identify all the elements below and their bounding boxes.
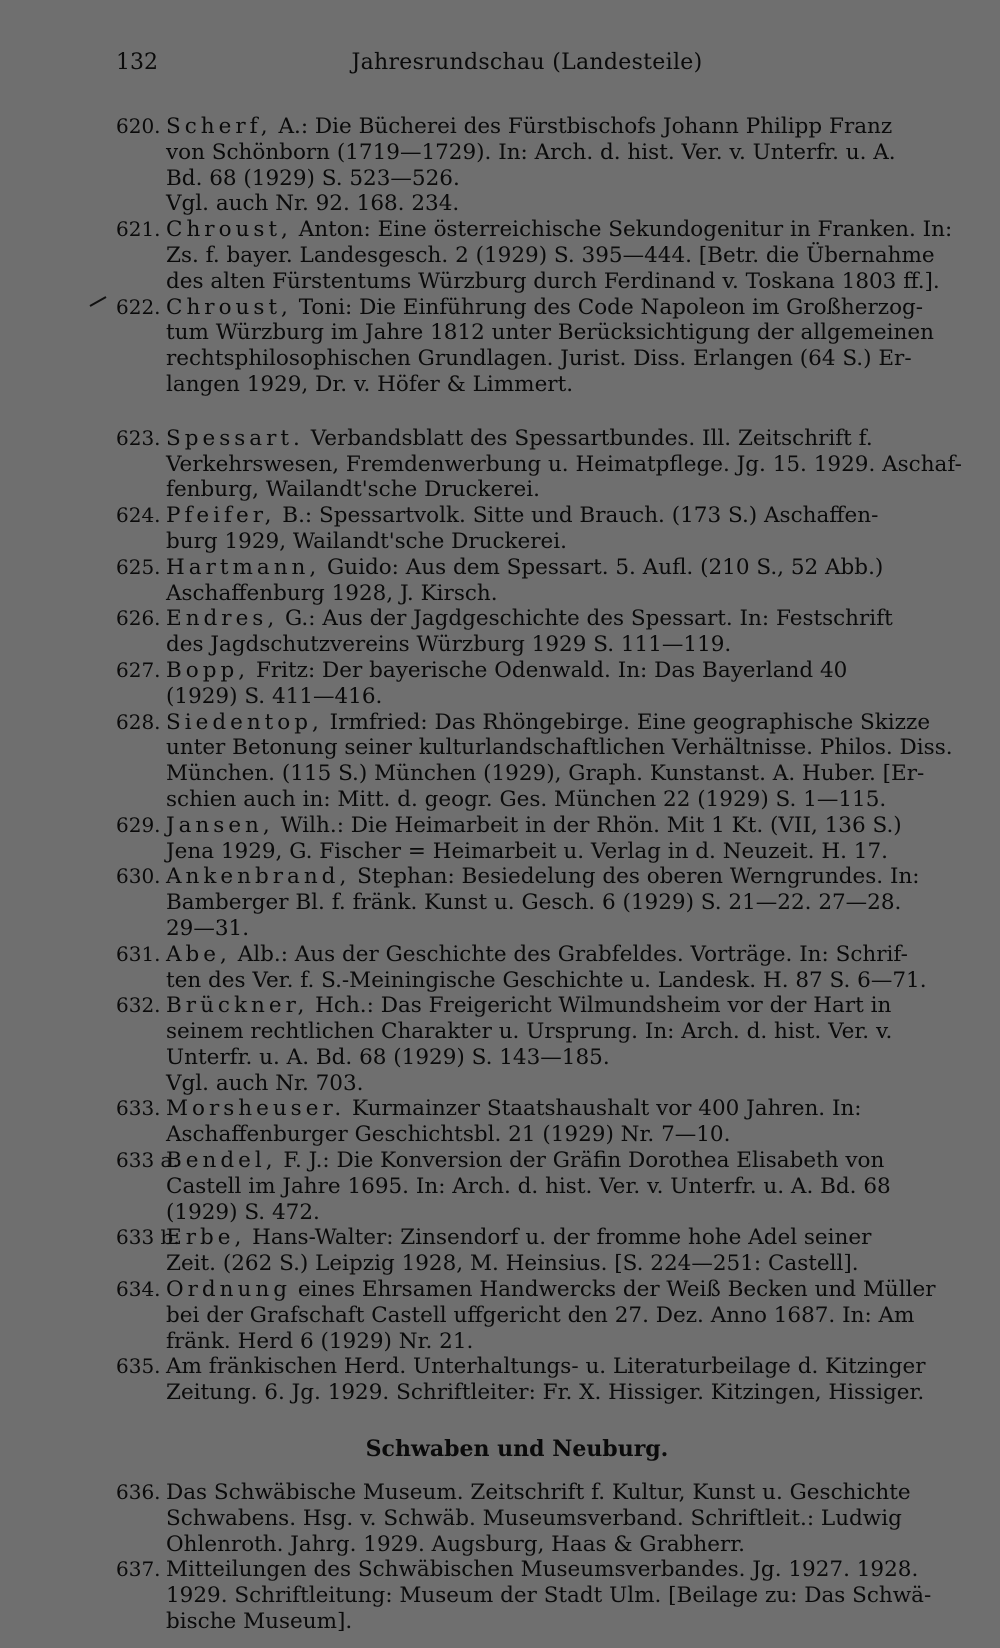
entry-body: A.: Die Bücherei des Fürstbischofs Johann Philipp Franz von Schönborn (1719—1729). In: Arch. d. hist. Ver. v. Unterfr. u. A. Bd. 68 (1929) S. 523—526. Vgl. auch Nr. 92. 168. 234.	[166, 114, 896, 217]
section-title: Schwaben und Neuburg.	[365, 1436, 669, 1463]
entry-author: Ordnung	[166, 1277, 291, 1303]
entry-body: Kurmainzer Staatshaushalt vor 400 Jahren. In: Aschaffenburger Geschichtsbl. 21 (1929) Nr. 7—10.	[166, 1096, 862, 1148]
entry-body: Das Schwäbische Museum. Zeitschrift f. Kultur, Kunst u. Geschichte Schwabens. Hsg. v. Schwäb. Museumsverband. Schriftleit.: Ludwig Ohlenroth. Jahrg. 1929. Augsburg, Haas & Grabherr.	[166, 1480, 911, 1557]
bibliography-entry	[116, 217, 978, 294]
entry-number: 620.	[116, 114, 161, 138]
bibliography-entry	[116, 942, 978, 994]
entry-number: 624.	[116, 503, 161, 528]
entry-number: 625.	[116, 554, 161, 579]
entry-body: Verbandsblatt des Spessartbundes. Ill. Zeitschrift f. Verkehrswesen, Fremdenwerbung u. Heimatpflege. Jg. 15. 1929. Aschaf- fenburg, Wailandt'sche Druckerei.	[166, 425, 962, 503]
entry-number: 633 a.	[116, 1148, 179, 1173]
entry-text	[166, 864, 978, 941]
entry-author: Endres,	[166, 606, 279, 632]
entry-text	[166, 1225, 978, 1277]
entry-body: Guido: Aus dem Spessart. 5. Aufl. (210 S., 52 Abb.) Aschaffenburg 1928, J. Kirsch.	[166, 554, 884, 606]
bibliography-entry	[116, 295, 978, 398]
entries-group-c	[116, 1480, 978, 1635]
entry-text	[166, 1096, 978, 1148]
entry-number: 621.	[116, 217, 161, 242]
entry-text	[166, 1557, 978, 1634]
entries-group-b	[116, 426, 978, 1406]
entry-body: Mitteilungen des Schwäbischen Museumsverbandes. Jg. 1927. 1928. 1929. Schriftleitung: Museum der Stadt Ulm. [Beilage zu: Das Schwä- bische Museum].	[166, 1557, 932, 1635]
entry-text	[166, 813, 978, 865]
bibliography-entry	[116, 1557, 978, 1634]
entry-number: 631.	[116, 941, 161, 966]
entry-author: Spessart.	[166, 425, 304, 451]
entry-text	[166, 1148, 978, 1225]
entry-text	[166, 993, 978, 1096]
bibliography-entry	[116, 710, 978, 813]
running-title: Jahresrundschau (Landesteile)	[351, 50, 703, 75]
entry-number: 626.	[116, 606, 161, 631]
entry-text	[166, 1277, 978, 1354]
entry-author: Bendel,	[166, 1148, 277, 1174]
entry-author: Hartmann,	[166, 554, 321, 580]
page-number: 132	[116, 50, 158, 75]
entry-number: 633.	[116, 1096, 161, 1121]
entry-number: 623.	[116, 425, 161, 450]
entry-number: 633 b.	[116, 1225, 180, 1250]
margin-mark	[88, 294, 110, 308]
bibliography-entry	[116, 503, 978, 555]
entry-body: Fritz: Der bayerische Odenwald. In: Das Bayerland 40 (1929) S. 411—416.	[166, 657, 848, 709]
entry-author: Erbe,	[166, 1225, 246, 1251]
entry-number: 634.	[116, 1277, 161, 1302]
bibliography-entry	[116, 658, 978, 710]
bibliography-entry	[116, 1096, 978, 1148]
entry-text	[166, 503, 978, 555]
page-header	[116, 50, 978, 88]
entry-author: Bopp,	[166, 657, 250, 683]
entry-number: 632.	[116, 993, 161, 1018]
entry-body: Am fränkischen Herd. Unterhaltungs- u. Literaturbeilage d. Kitzinger Zeitung. 6. Jg. 1929. Schriftleiter: Fr. X. Hissiger. Kitzingen, Hissiger.	[166, 1354, 926, 1406]
entry-body: Irmfried: Das Rhöngebirge. Eine geographische Skizze unter Betonung seiner kulturlandschaftlichen Verhältnisse. Philos. Diss. München. (115 S.) München (1929), Graph. Kunstanst. A. Huber. [Er- schien auch in: Mitt. d. geogr. Ges. München 22 (1929) S. 1—115.	[166, 709, 953, 812]
entry-text	[166, 555, 978, 607]
entry-author: Chroust,	[166, 294, 292, 320]
entry-number: 628.	[116, 709, 161, 734]
entry-number: 622.	[116, 294, 161, 319]
entry-text	[166, 942, 978, 994]
bibliography-entry	[116, 426, 978, 503]
entry-text	[166, 295, 978, 398]
entry-number: 630.	[116, 864, 161, 889]
entry-number: 637.	[116, 1557, 161, 1582]
entry-author: Siedentop,	[166, 709, 323, 735]
bibliography-entry	[116, 1225, 978, 1277]
entry-number: 635.	[116, 1354, 161, 1379]
entry-author: Abe,	[166, 941, 231, 967]
entry-body: B.: Spessartvolk. Sitte und Brauch. (173 S.) Aschaffen- burg 1929, Wailandt'sche Druckerei.	[166, 503, 879, 554]
bibliography-entry	[116, 1480, 978, 1557]
bibliography-entry	[116, 864, 978, 941]
entry-text	[166, 710, 978, 813]
entry-author: Chroust,	[166, 217, 292, 243]
bibliography-entry	[116, 555, 978, 607]
entry-text	[166, 114, 978, 217]
entry-body: Wilh.: Die Heimarbeit in der Rhön. Mit 1 Kt. (VII, 136 S.) Jena 1929, G. Fischer = Heimarbeit u. Verlag in d. Neuzeit. H. 17.	[166, 812, 902, 864]
entry-author: Scherf,	[166, 114, 272, 139]
bibliography-entry	[116, 813, 978, 865]
bibliography-entry	[116, 1277, 978, 1354]
entry-body: Anton: Eine österreichische Sekundogenitur in Franken. In: Zs. f. bayer. Landesgesch. 2 (1929) S. 395—444. [Betr. die Übernahme des alten Fürstentums Würzburg durch Ferdinand v. Toskana 1803 ff.].	[166, 217, 953, 294]
bibliography-entry	[116, 993, 978, 1096]
entry-body: G.: Aus der Jagdgeschichte des Spessart. In: Festschrift des Jagdschutzvereins Würzburg 1929 S. 111—119.	[166, 606, 893, 658]
bibliography-entry	[116, 1148, 978, 1225]
entry-text	[166, 426, 978, 503]
bibliography-entry	[116, 606, 978, 658]
entry-body: Toni: Die Einführung des Code Napoleon im Großherzog- tum Würzburg im Jahre 1812 unter Berücksichtigung der allgemeinen rechtsphilosophischen Grundlagen. Jurist. Diss. Erlangen (64 S.) Er- langen 1929, Dr. v. Höfer & Limmert.	[166, 294, 934, 397]
entry-text	[166, 606, 978, 658]
entry-gap	[116, 398, 978, 426]
entry-number: 629.	[116, 812, 161, 837]
entry-text	[166, 1354, 978, 1406]
entry-text	[166, 1480, 978, 1557]
entries-group-a	[116, 114, 978, 398]
entry-body: F. J.: Die Konversion der Gräfin Dorothea Elisabeth von Castell im Jahre 1695. In: Arch. d. hist. Ver. v. Unterfr. u. A. Bd. 68 (1929) S. 472.	[166, 1148, 891, 1225]
entry-body: Hch.: Das Freigericht Wilmundsheim vor der Hart in seinem rechtlichen Charakter u. Ursprung. In: Arch. d. hist. Ver. v. Unterfr. u. A. Bd. 68 (1929) S. 143—185. Vgl. auch Nr. 703.	[166, 993, 893, 1096]
entry-text	[166, 217, 978, 294]
entry-text	[166, 658, 978, 710]
entry-author: Ankenbrand,	[166, 864, 351, 890]
entry-author: Jansen,	[166, 812, 274, 838]
entry-author: Brückner,	[166, 993, 309, 1019]
entry-body: eines Ehrsamen Handwercks der Weiß Becken und Müller bei der Grafschaft Castell uffgericht den 27. Dez. Anno 1687. In: Am fränk. Herd 6 (1929) Nr. 21.	[166, 1277, 936, 1354]
entry-author: Pfeifer,	[166, 503, 276, 529]
bibliography-entry	[116, 114, 978, 217]
entry-body: Hans-Walter: Zinsendorf u. der fromme hohe Adel seiner Zeit. (262 S.) Leipzig 1928, M. Heinsius. [S. 224—251: Castell].	[166, 1225, 872, 1277]
entry-number: 627.	[116, 657, 161, 682]
bibliography-entry	[116, 1354, 978, 1406]
entry-number: 636.	[116, 1480, 161, 1505]
entry-body: Stephan: Besiedelung des oberen Werngrundes. In: Bamberger Bl. f. fränk. Kunst u. Gesch. 6 (1929) S. 21—22. 27—28. 29—31.	[166, 864, 920, 941]
entry-author: Morsheuser.	[166, 1096, 346, 1122]
entry-body: Alb.: Aus der Geschichte des Grabfeldes. Vorträge. In: Schrif- ten des Ver. f. S.-Meiningische Geschichte u. Landesk. H. 87 S. 6—71.	[166, 941, 927, 993]
